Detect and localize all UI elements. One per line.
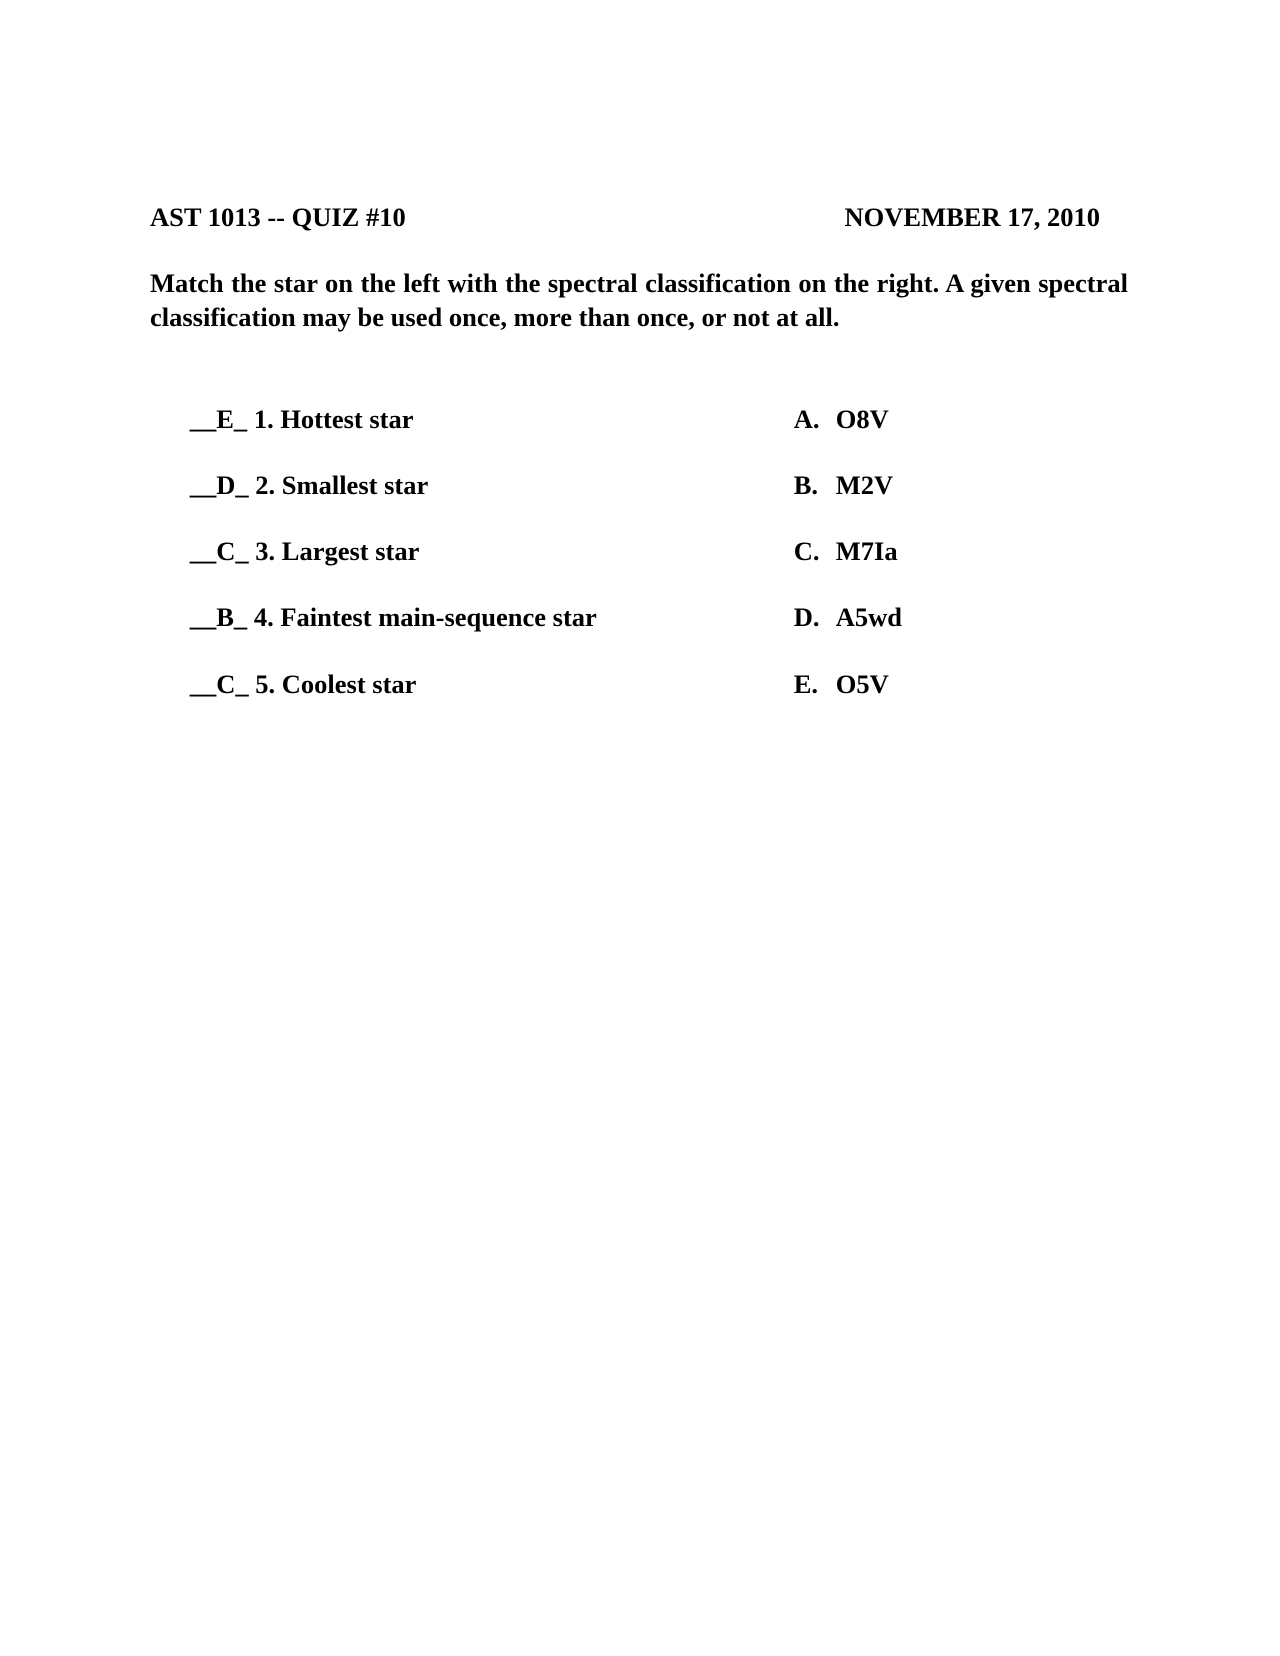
question-text: 1. Hottest star: [253, 404, 414, 434]
option-item: [754, 434, 894, 500]
question-item: [150, 368, 414, 434]
quiz-header: [150, 201, 1100, 233]
instructions: Match the star on the left with the spectral classification on the right. A given spectral classification may be used once, more than once, or not at all.: [150, 268, 1128, 332]
option-letter: B.: [793, 470, 819, 500]
option-value: M2V: [835, 470, 894, 500]
option-value: O8V: [835, 404, 889, 434]
option-item: [754, 368, 889, 434]
question-item: [150, 434, 429, 500]
quiz-date: NOVEMBER 17, 2010: [844, 202, 1100, 232]
question-text: 3. Largest star: [255, 536, 420, 566]
answer-blank: __C_: [189, 669, 249, 699]
option-item: [754, 633, 889, 699]
option-item: [754, 566, 903, 632]
option-value: M7Ia: [835, 536, 898, 566]
option-item: [754, 500, 898, 566]
option-value: O5V: [835, 669, 889, 699]
question-text: 4. Faintest main-sequence star: [253, 602, 597, 632]
option-letter: A.: [793, 404, 820, 434]
question-text: 5. Coolest star: [255, 669, 417, 699]
course-title: AST 1013 -- QUIZ #10: [150, 202, 406, 232]
answer-blank: __B_: [189, 602, 248, 632]
question-text: 2. Smallest star: [255, 470, 429, 500]
option-letter: D.: [793, 602, 820, 632]
answer-blank: __D_: [189, 470, 249, 500]
question-item: [150, 633, 417, 699]
option-letter: E.: [793, 669, 819, 699]
answer-blank: __C_: [189, 536, 249, 566]
option-value: A5wd: [835, 602, 903, 632]
answer-blank: __E_: [189, 404, 248, 434]
question-item: [150, 566, 597, 632]
question-item: [150, 500, 420, 566]
option-letter: C.: [793, 536, 820, 566]
